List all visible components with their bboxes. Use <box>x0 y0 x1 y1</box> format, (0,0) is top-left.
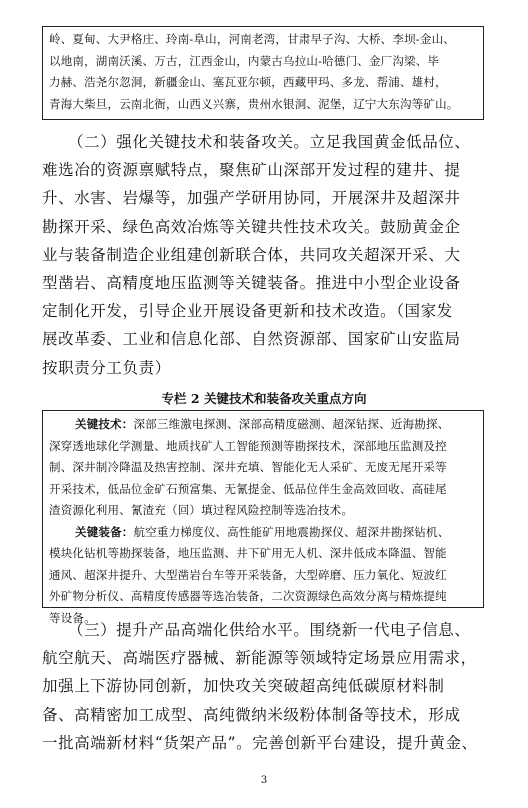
section-3-paragraph <box>42 616 490 757</box>
key-tech-text: 深部三维激电探测、深部高精度磁测、超深钻探、近海勘探、 <box>133 417 450 431</box>
paragraph-line: 一批高端新材料“货架产品”。完善创新平台建设，提升黄金、 <box>42 733 478 752</box>
key-equip-line: 外矿物分析仪、高精度传感器等选冶装备，二次资源绿色高效分离与精炼提纯 <box>49 589 447 603</box>
paragraph-line: 难选冶的资源禀赋特点，聚焦矿山深部开发过程的建井、提 <box>42 161 461 180</box>
mine-list-line: 岭、夏甸、大尹格庄、玲南-阜山，河南老湾，甘肃早子沟、大桥、李坝-金山、 <box>49 32 455 46</box>
mine-list-line: 青海大柴旦，云南北衙，山西义兴寨，贵州水银洞、泥堡，辽宁大东沟等矿山。 <box>49 96 459 111</box>
key-equip-label: 关键装备： <box>75 524 134 539</box>
paragraph-line: 定制化开发，引导企业开展设备更新和技术改造。（国家发 <box>42 302 453 321</box>
key-tech-label: 关键技术： <box>75 417 134 431</box>
key-tech-line: 渣资源化利用、氰渣充（回）填过程风险控制等选冶技术。 <box>49 503 354 517</box>
key-tech-box <box>42 410 484 625</box>
paragraph-line: 航空航天、高端医疗器械、新能源等领域特定场景应用需求， <box>42 649 477 668</box>
key-equip-line: 通风、超深井提升、大型凿岩台车等开采装备，大型碎磨、压力氧化、短波红 <box>49 567 447 582</box>
paragraph-line: 备、高精密加工成型、高纯微纳米级粉体制备等技术，形成 <box>42 705 461 724</box>
paragraph-line: 业与装备制造企业组建创新联合体，共同攻关超深开采、大 <box>42 245 461 264</box>
paragraph-line: 勘探开采、绿色高效冶炼等关键共性技术攻关。鼓励黄金企 <box>42 217 461 236</box>
key-tech-line: 开采技术，低品位金矿石预富集、无氰提金、低品位伴生金高效回收、高硅尾 <box>49 481 447 496</box>
key-equip-line: 等设备。 <box>49 610 96 625</box>
key-tech-line <box>49 414 477 436</box>
paragraph-line: 按职责分工负责） <box>42 358 171 377</box>
mine-list-line: 以地南，湖南沃溪、万古，江西金山，内蒙古乌拉山-哈德门、金厂沟梁、毕 <box>49 53 440 68</box>
mine-list-box <box>42 26 484 120</box>
page-number: 3 <box>260 775 268 786</box>
column-2-caption: 专栏 2 关键技术和装备攻关重点方向 <box>161 391 367 406</box>
key-tech-line: 制、深井制冷降温及热害控制、深井充填、智能化无人采矿、无废无尾开采等 <box>49 460 447 474</box>
paragraph-line: 型凿岩、高精度地压监测等关键装备。推进中小型企业设备 <box>42 274 461 293</box>
paragraph-line: （二）强化关键技术和装备攻关。立足我国黄金低品位、 <box>68 133 471 151</box>
paragraph-line: 展改革委、工业和信息化部、自然资源部、国家矿山安监局 <box>42 330 461 349</box>
section-2-paragraph <box>42 128 490 382</box>
key-equip-line: 模块化钻机等勘探装备，地压监测、井下矿用无人机、深井低成本降温、智能 <box>49 546 447 560</box>
paragraph-line: （三）提升产品高端化供给水平。围绕新一代电子信息、 <box>68 621 471 639</box>
paragraph-line: 升、水害、岩爆等，加强产学研用协同，开展深井及超深井 <box>42 189 461 208</box>
key-equip-text: 航空重力梯度仪、高性能矿用地震勘探仪、超深井勘探钻机、 <box>133 524 450 539</box>
mine-list-line: 力赫、浩尧尔忽洞，新疆金山、塞瓦亚尔顿，西藏甲玛、多龙、帮浦、雄村， <box>49 75 447 89</box>
key-equip-line <box>49 522 477 544</box>
paragraph-line: 加强上下游协同创新，加快攻关突破超高纯低碳原材料制 <box>42 677 445 696</box>
key-tech-line: 深穿透地球化学测量、地质找矿人工智能预测等勘探技术，深部地压监测及控 <box>49 438 447 453</box>
